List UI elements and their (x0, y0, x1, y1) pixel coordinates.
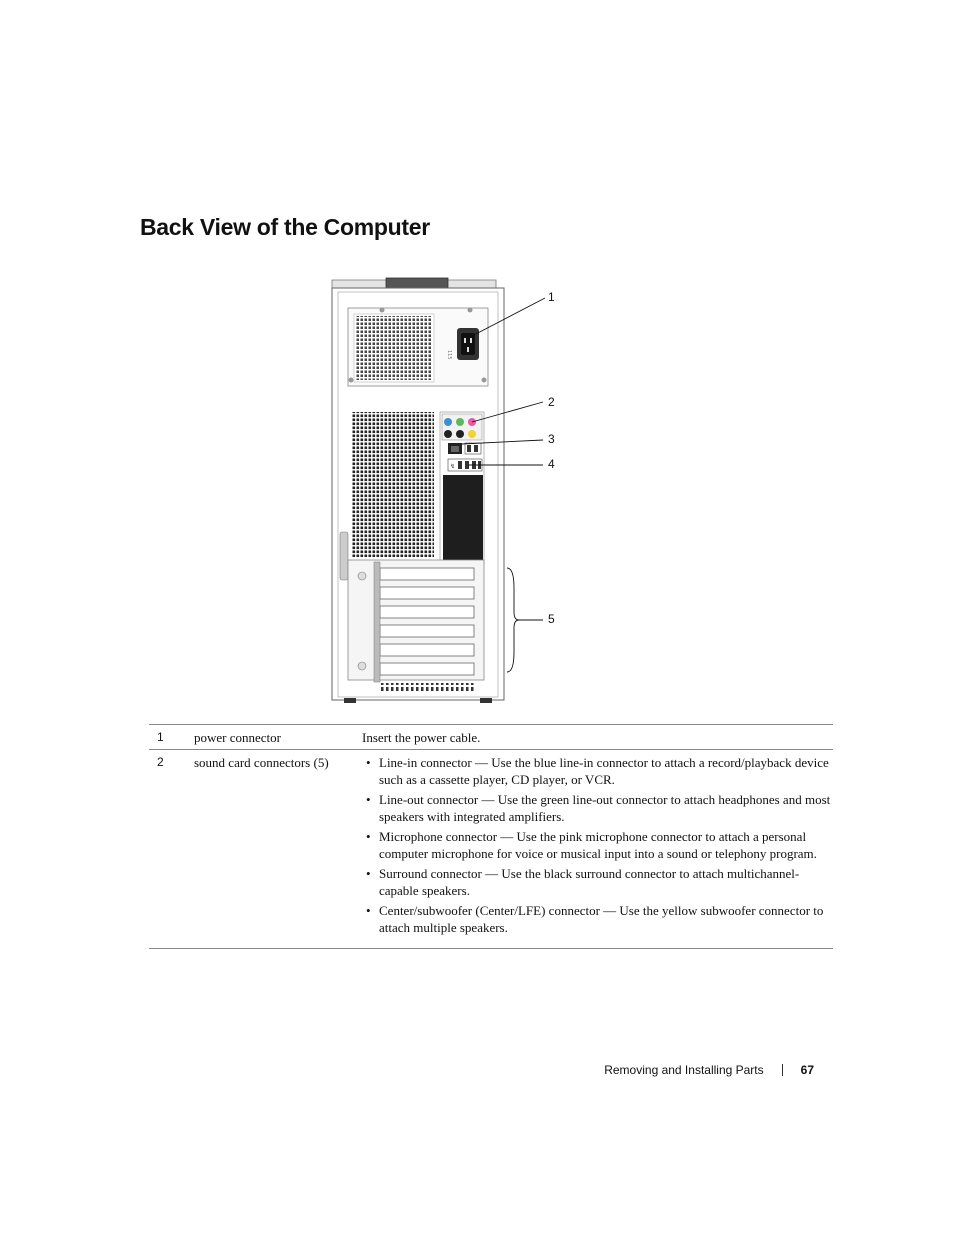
list-item: • Surround connector — Use the black surround connector to attach multichannel-capable speakers. (362, 865, 833, 899)
table-row (149, 750, 833, 949)
part-name: power connector (194, 730, 281, 745)
page-title: Back View of the Computer (140, 214, 430, 240)
list-item: • Line-in connector — Use the blue line-in connector to attach a record/playback device such as a cassette player, CD player, or VCR. (362, 754, 833, 788)
parts-table (149, 724, 833, 949)
footer-divider (782, 1064, 783, 1076)
page-number: 67 (800, 1063, 814, 1077)
rear-vent-grille (352, 412, 434, 557)
part-name: sound card connectors (5) (194, 755, 329, 770)
callout-2: 2 (548, 395, 555, 409)
computer-back-illustration (320, 270, 570, 710)
footer-section-title: Removing and Installing Parts (604, 1063, 764, 1077)
center-lfe-connector-icon (468, 430, 476, 438)
page-footer (604, 1063, 814, 1077)
callout-5: 5 (548, 612, 555, 626)
svg-text:115: 115 (446, 350, 452, 360)
connector-list (362, 754, 833, 936)
power-connector-icon (457, 328, 479, 360)
callout-1: 1 (548, 290, 555, 304)
sound-card-connectors (442, 414, 482, 440)
line-out-connector-icon (456, 418, 464, 426)
psu-vent-grille (356, 316, 432, 380)
surround-connector-icon (444, 430, 452, 438)
list-item: • Center/subwoofer (Center/LFE) connector — Use the yellow subwoofer connector to attach multiple speakers. (362, 902, 833, 936)
callout-3: 3 (548, 432, 555, 446)
list-item: • Microphone connector — Use the pink microphone connector to attach a personal computer microphone for voice or musical input into a sound or telephony program. (362, 828, 833, 862)
computer-back-view-figure (320, 270, 570, 710)
part-description: Insert the power cable. (362, 730, 481, 745)
table-row (149, 725, 833, 750)
line-in-connector-icon (444, 418, 452, 426)
part-description (362, 750, 833, 949)
list-item: • Line-out connector — Use the green line-out connector to attach headphones and most speakers with integrated amplifiers. (362, 791, 833, 825)
svg-text:↯: ↯ (450, 463, 456, 470)
row-number: 1 (157, 730, 164, 744)
row-number: 2 (157, 755, 164, 769)
callout-4: 4 (548, 457, 555, 471)
